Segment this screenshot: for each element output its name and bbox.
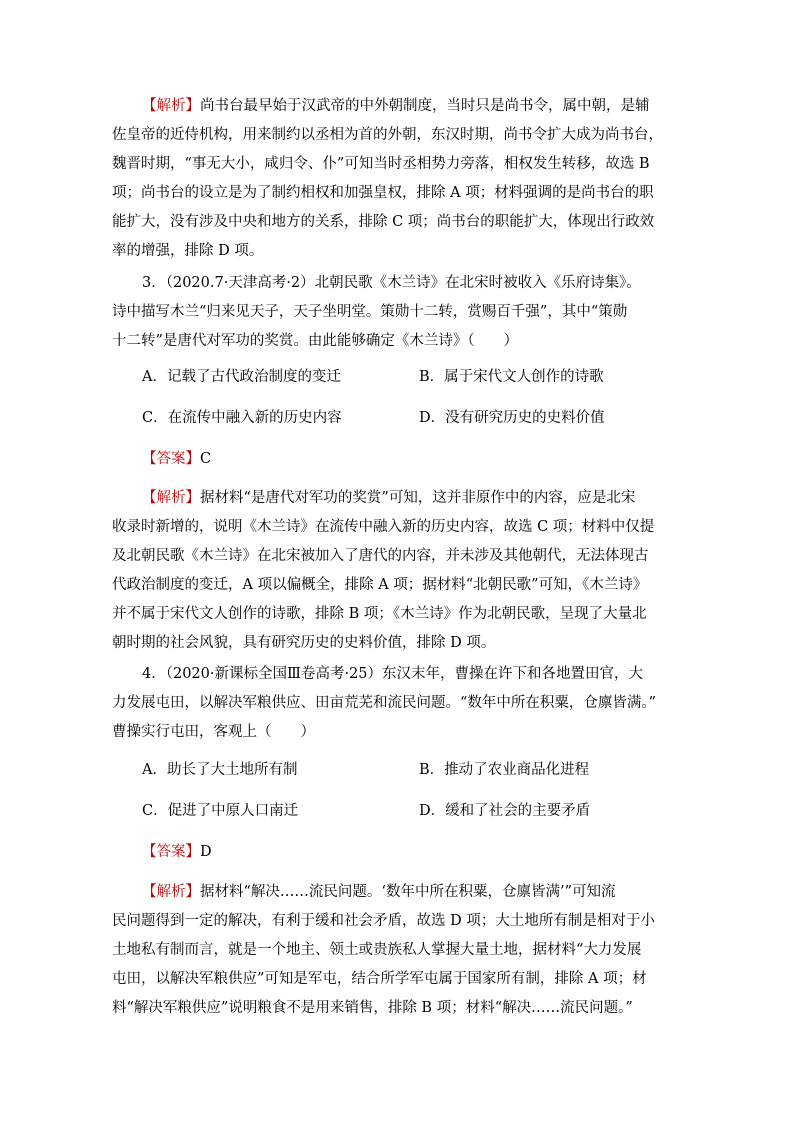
answer-value: C — [200, 451, 212, 467]
analysis-label: 【解析】 — [142, 98, 200, 114]
analysis-line: 朝时期的社会风貌，具有研究历史的史料价值，排除 D 项。 — [112, 635, 496, 651]
analysis-line: 代政治制度的变迁，A 项以偏概全，排除 A 项；据材料“北朝民歌”可知，《木兰诗》 — [112, 577, 648, 593]
option-d: D．没有研究历史的史料价值 — [419, 410, 605, 426]
answer-value: D — [200, 844, 212, 860]
analysis-label: 【解析】 — [142, 490, 200, 506]
answer-label: 【答案】 — [142, 451, 200, 467]
analysis-line: 料“解决军粮供应”说明粮食不是用来销售，排除 B 项；材料“解决……流民问题。” — [112, 1000, 633, 1016]
option-c: C．在流传中融入新的历史内容 — [142, 410, 342, 426]
analysis-line: 民问题得到一定的解决，有利于缓和社会矛盾，故选 D 项；大土地所有制是相对于小 — [112, 913, 655, 929]
answer-label: 【答案】 — [142, 844, 200, 860]
option-b: B．推动了农业商品化进程 — [419, 762, 590, 778]
analysis-line: 并不属于宋代文人创作的诗歌，排除 B 项；《木兰诗》作为北朝民歌，呈现了大量北 — [112, 606, 647, 622]
analysis-line: 【解析】据材料“是唐代对军功的奖赏”可知，这并非原作中的内容，应是北宋 — [142, 490, 636, 506]
option-a: A．记载了古代政治制度的变迁 — [142, 369, 341, 385]
question-3-stem — [112, 269, 687, 356]
question-3-options-row-2 — [142, 407, 687, 429]
analysis-block-q2 — [112, 92, 687, 266]
question-4-options-row-1 — [142, 759, 687, 781]
question-4-options-row-2 — [142, 800, 687, 822]
analysis-line: 收录时新增的，说明《木兰诗》在流传中融入新的历史内容，故选 C 项；材料中仅提 — [112, 519, 655, 535]
question-4-answer — [142, 841, 212, 863]
analysis-block-q4 — [112, 878, 687, 1023]
analysis-line: 【解析】据材料“解决……流民问题。‘数年中所在积粟，仓廪皆满’”可知流 — [142, 884, 616, 900]
question-4-stem — [112, 660, 687, 747]
analysis-line: 屯田，以解决军粮供应”可知是军屯，结合所学军屯属于国家所有制，排除 A 项；材 — [112, 971, 647, 987]
analysis-block-q3 — [112, 484, 687, 658]
analysis-line: 【解析】尚书台最早始于汉武帝的中外朝制度，当时只是尚书令，属中朝，是辅 — [142, 98, 650, 114]
analysis-line: 率的增强，排除 D 项。 — [112, 243, 264, 259]
question-3-answer — [142, 448, 211, 470]
option-b: B．属于宋代文人创作的诗歌 — [419, 369, 604, 385]
analysis-line: 佐皇帝的近侍机构，用来制约以丞相为首的外朝，东汉时期，尚书令扩大成为尚书台， — [112, 127, 663, 143]
option-d: D．缓和了社会的主要矛盾 — [419, 803, 591, 819]
question-line: 力发展屯田，以解决军粮供应、田亩荒芜和流民问题。“数年中所在积粟，仓廪皆满。” — [112, 695, 657, 711]
analysis-line: 土地私有制而言，就是一个地主、领土或贵族私人掌握大量土地，据材料“大力发展 — [112, 942, 642, 958]
question-line: 4．（2020·新课标全国Ⅲ卷高考·25）东汉末年，曹操在许下和各地置田官，大 — [142, 666, 644, 682]
analysis-line: 项；尚书台的设立是为了制约相权和加强皇权，排除 A 项；材料强调的是尚书台的职 — [112, 185, 654, 201]
question-line: 诗中描写木兰“归来见天子，天子坐明堂。策勋十二转，赏赐百千强”，其中“策勋 — [112, 304, 628, 320]
analysis-line: 魏晋时期，“事无大小，咸归令、仆”可知当时丞相势力旁落，相权发生转移，故选 B — [112, 156, 650, 172]
option-a: A．助长了大土地所有制 — [142, 762, 298, 778]
option-c: C．促进了中原人口南迁 — [142, 803, 299, 819]
question-3-options-row-1 — [142, 366, 687, 388]
analysis-line: 能扩大，没有涉及中央和地方的关系，排除 C 项；尚书台的职能扩大，体现出行政效 — [112, 214, 655, 230]
question-line: 十二转”是唐代对军功的奖赏。由此能够确定《木兰诗》（ ） — [112, 333, 519, 349]
analysis-line: 及北朝民歌《木兰诗》在北宋被加入了唐代的内容，并未涉及其他朝代，无法体现古 — [112, 548, 649, 564]
question-line: 3．（2020.7·天津高考·2）北朝民歌《木兰诗》在北宋时被收入《乐府诗集》。 — [142, 275, 641, 291]
question-line: 曹操实行屯田，客观上（ ） — [112, 724, 315, 740]
analysis-label: 【解析】 — [142, 884, 200, 900]
